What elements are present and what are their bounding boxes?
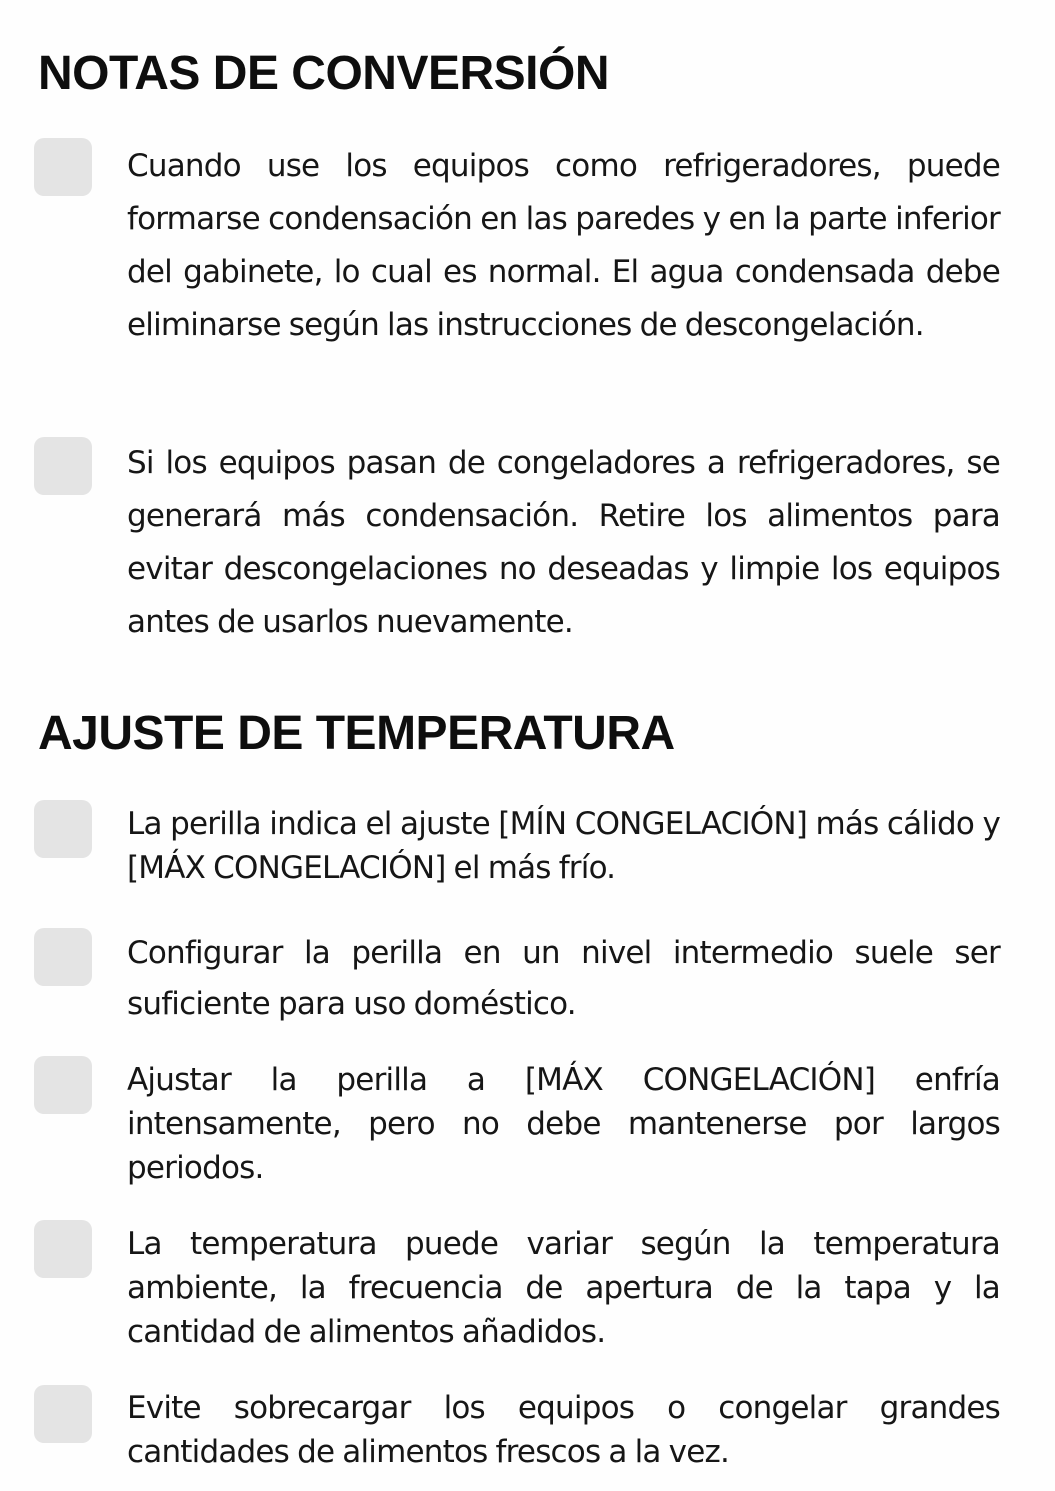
- bullet-box: [34, 1056, 92, 1114]
- list-item-text: Cuando use los equipos como refrigeradores, puede formarse condensación en las paredes y en la parte inferior del gabinete, lo cual es normal. El agua condensada debe eliminarse según las instrucciones de descongelación.: [127, 148, 1000, 343]
- bullet-box: [34, 928, 92, 986]
- list-item-text: Ajustar la perilla a [MÁX CONGELACIÓN] enfría intensamente, pero no debe mantenerse por largos periodos.: [127, 1062, 1000, 1186]
- list-item-text: Evite sobrecargar los equipos o congelar grandes cantidades de alimentos frescos a la vez.: [127, 1390, 1000, 1470]
- list-item-text: La perilla indica el ajuste [MÍN CONGELACIÓN] más cálido y [MÁX CONGELACIÓN] el más frío.: [127, 806, 1000, 886]
- list-item-text: Si los equipos pasan de congeladores a refrigeradores, se generará más condensación. Retire los alimentos para evitar descongelaciones no deseadas y limpie los equipos antes de usarlos nuevamente.: [127, 445, 1000, 640]
- list-item-text: La temperatura puede variar según la temperatura ambiente, la frecuencia de apertura de la tapa y la cantidad de alimentos añadidos.: [127, 1226, 1000, 1350]
- section-title-conversion-notes: NOTAS DE CONVERSIÓN: [38, 47, 609, 100]
- bullet-box: [34, 437, 92, 495]
- bullet-box: [34, 138, 92, 196]
- section-title-temperature-adjustment: AJUSTE DE TEMPERATURA: [38, 707, 675, 760]
- list-item-text: Configurar la perilla en un nivel intermedio suele ser suficiente para uso doméstico.: [127, 935, 1000, 1022]
- bullet-box: [34, 1385, 92, 1443]
- bullet-box: [34, 800, 92, 858]
- bullet-box: [34, 1220, 92, 1278]
